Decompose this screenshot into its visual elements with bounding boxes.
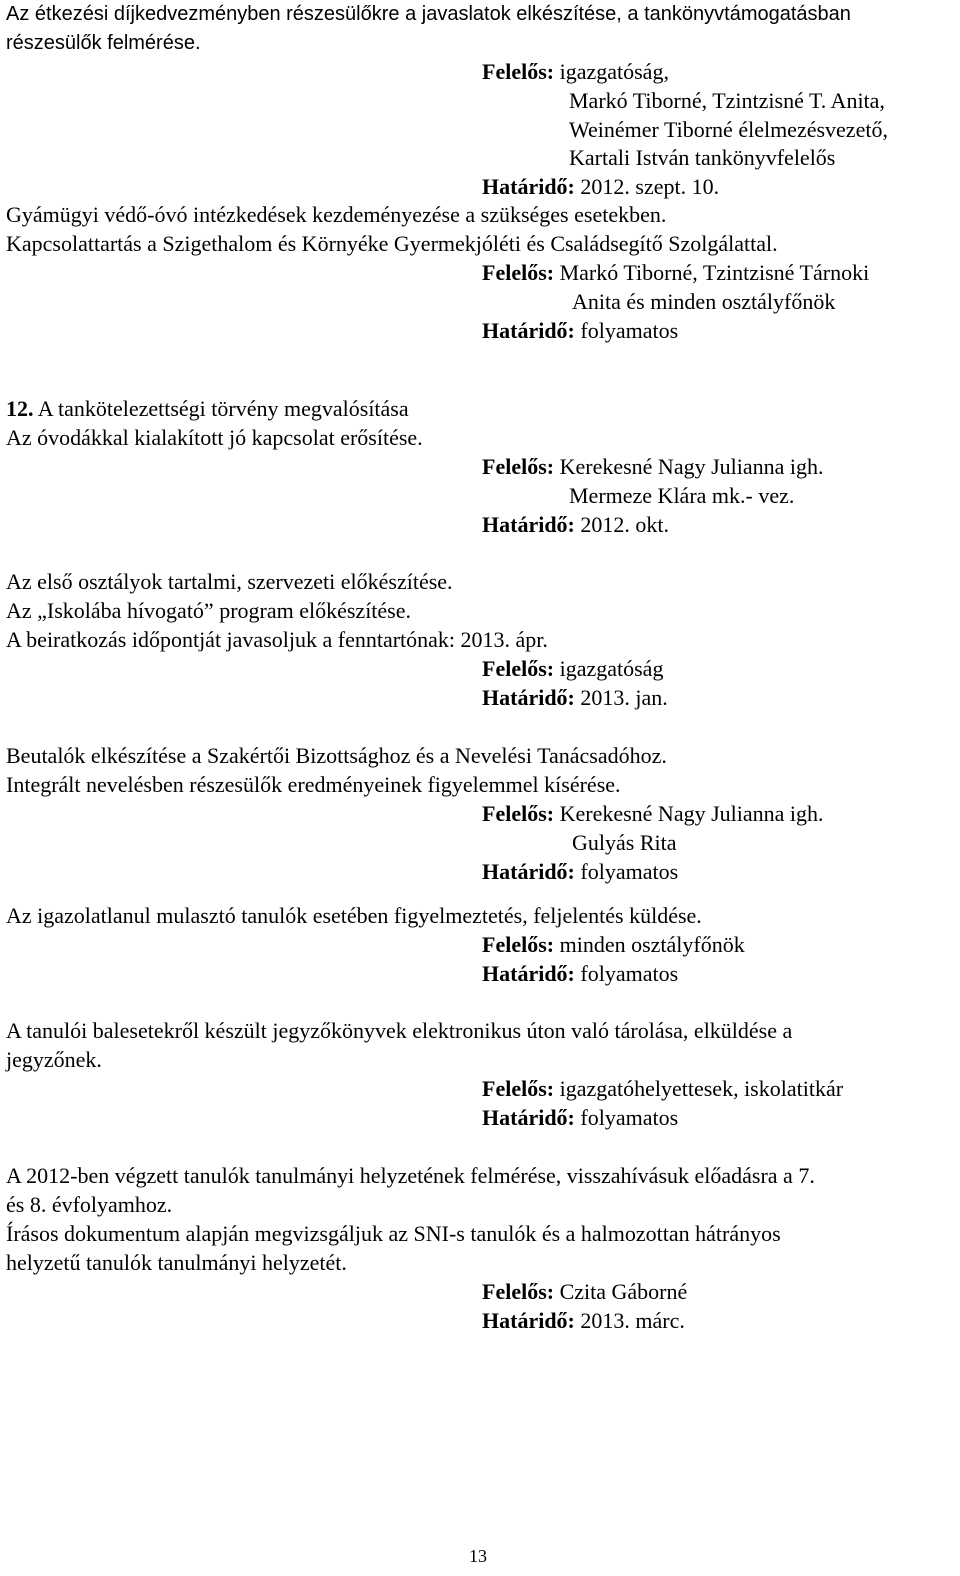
felelos-value: igazgatóság, bbox=[559, 59, 669, 84]
hatarido-value: 2012. okt. bbox=[580, 512, 670, 537]
felelos-line bbox=[482, 452, 824, 481]
hatarido-label: Határidő: bbox=[482, 318, 575, 343]
felelos-label: Felelős: bbox=[482, 932, 555, 957]
hatarido-value: 2013. jan. bbox=[580, 685, 668, 710]
felelos-label: Felelős: bbox=[482, 1279, 555, 1304]
hatarido-label: Határidő: bbox=[482, 512, 575, 537]
text-line: Markó Tiborné, Tzintzisné T. Anita, bbox=[569, 88, 885, 113]
text-line: Mermeze Klára mk.- vez. bbox=[569, 483, 795, 508]
hatarido-value: folyamatos bbox=[580, 318, 679, 343]
hatarido-line bbox=[482, 316, 678, 345]
hatarido-line bbox=[482, 857, 678, 886]
hatarido-line bbox=[482, 683, 668, 712]
hatarido-value: 2013. márc. bbox=[580, 1308, 685, 1333]
section-title: A tankötelezettségi törvény megvalósítása bbox=[37, 396, 409, 421]
felelos-label: Felelős: bbox=[482, 260, 555, 285]
felelos-label: Felelős: bbox=[482, 59, 555, 84]
hatarido-label: Határidő: bbox=[482, 685, 575, 710]
felelos-value: igazgatóhelyettesek, iskolatitkár bbox=[559, 1076, 844, 1101]
hatarido-line bbox=[482, 1306, 685, 1335]
text-line: Az étkezési díjkedvezményben részesülőkre a javaslatok elkészítése, a tankönyvtámogatásban bbox=[6, 3, 851, 25]
text-line: Az igazolatlanul mulasztó tanulók esetében figyelmeztetés, feljelentés küldése. bbox=[6, 903, 702, 928]
felelos-line bbox=[482, 258, 869, 287]
text-line: helyzetű tanulók tanulmányi helyzetét. bbox=[6, 1250, 347, 1275]
hatarido-value: folyamatos bbox=[580, 1105, 679, 1130]
text-line: A tanulói balesetekről készült jegyzőkönyvek elektronikus úton való tárolása, elküldése a bbox=[6, 1018, 793, 1043]
text-line: Weinémer Tiborné élelmezésvezető, bbox=[569, 117, 888, 142]
felelos-value: Kerekesné Nagy Julianna igh. bbox=[559, 454, 824, 479]
felelos-value: Czita Gáborné bbox=[559, 1279, 688, 1304]
text-line: Írásos dokumentum alapján megvizsgáljuk az SNI-s tanulók és a halmozottan hátrányos bbox=[6, 1221, 781, 1246]
hatarido-line bbox=[482, 959, 678, 988]
text-line: Integrált nevelésben részesülők eredményeinek figyelemmel kísérése. bbox=[6, 772, 621, 797]
hatarido-label: Határidő: bbox=[482, 1308, 575, 1333]
felelos-line bbox=[482, 1074, 843, 1103]
text-line: Anita és minden osztályfőnök bbox=[572, 289, 836, 314]
felelos-value: igazgatóság bbox=[559, 656, 664, 681]
text-line: Az első osztályok tartalmi, szervezeti előkészítése. bbox=[6, 569, 453, 594]
felelos-label: Felelős: bbox=[482, 1076, 555, 1101]
text-line: A 2012-ben végzett tanulók tanulmányi helyzetének felmérése, visszahívásuk előadásra a 7. bbox=[6, 1163, 815, 1188]
text-line: jegyzőnek. bbox=[6, 1047, 102, 1072]
hatarido-line bbox=[482, 510, 669, 539]
felelos-value: Kerekesné Nagy Julianna igh. bbox=[559, 801, 824, 826]
section-heading bbox=[6, 394, 409, 423]
text-line: Beutalók elkészítése a Szakértői Bizottsághoz és a Nevelési Tanácsadóhoz. bbox=[6, 743, 667, 768]
felelos-label: Felelős: bbox=[482, 801, 555, 826]
hatarido-value: folyamatos bbox=[580, 859, 679, 884]
felelos-line bbox=[482, 1277, 687, 1306]
felelos-label: Felelős: bbox=[482, 656, 555, 681]
page-number: 13 bbox=[469, 1546, 487, 1566]
section-number: 12. bbox=[6, 396, 34, 421]
hatarido-label: Határidő: bbox=[482, 859, 575, 884]
text-line: Az „Iskolába hívogató” program előkészítése. bbox=[6, 598, 412, 623]
hatarido-line bbox=[482, 1103, 678, 1132]
felelos-value: Markó Tiborné, Tzintzisné Tárnoki bbox=[559, 260, 870, 285]
text-line: Kartali István tankönyvfelelős bbox=[569, 145, 836, 170]
hatarido-label: Határidő: bbox=[482, 174, 575, 199]
felelos-line bbox=[482, 57, 669, 86]
felelos-line bbox=[482, 654, 663, 683]
text-line: Gyámügyi védő-óvó intézkedések kezdeményezése a szükséges esetekben. bbox=[6, 202, 667, 227]
text-line: és 8. évfolyamhoz. bbox=[6, 1192, 173, 1217]
text-line: Az óvodákkal kialakított jó kapcsolat erősítése. bbox=[6, 425, 423, 450]
text-line: részesülők felmérése. bbox=[6, 32, 201, 54]
felelos-value: minden osztályfőnök bbox=[559, 932, 745, 957]
hatarido-label: Határidő: bbox=[482, 961, 575, 986]
felelos-label: Felelős: bbox=[482, 454, 555, 479]
hatarido-value: 2012. szept. 10. bbox=[580, 174, 720, 199]
hatarido-value: folyamatos bbox=[580, 961, 679, 986]
felelos-line bbox=[482, 930, 745, 959]
hatarido-label: Határidő: bbox=[482, 1105, 575, 1130]
text-line: A beiratkozás időpontját javasoljuk a fenntartónak: 2013. ápr. bbox=[6, 627, 548, 652]
hatarido-line bbox=[482, 172, 719, 201]
felelos-line bbox=[482, 799, 824, 828]
text-line: Gulyás Rita bbox=[572, 830, 677, 855]
text-line: Kapcsolattartás a Szigethalom és Környéke Gyermekjóléti és Családsegítő Szolgálattal. bbox=[6, 231, 778, 256]
